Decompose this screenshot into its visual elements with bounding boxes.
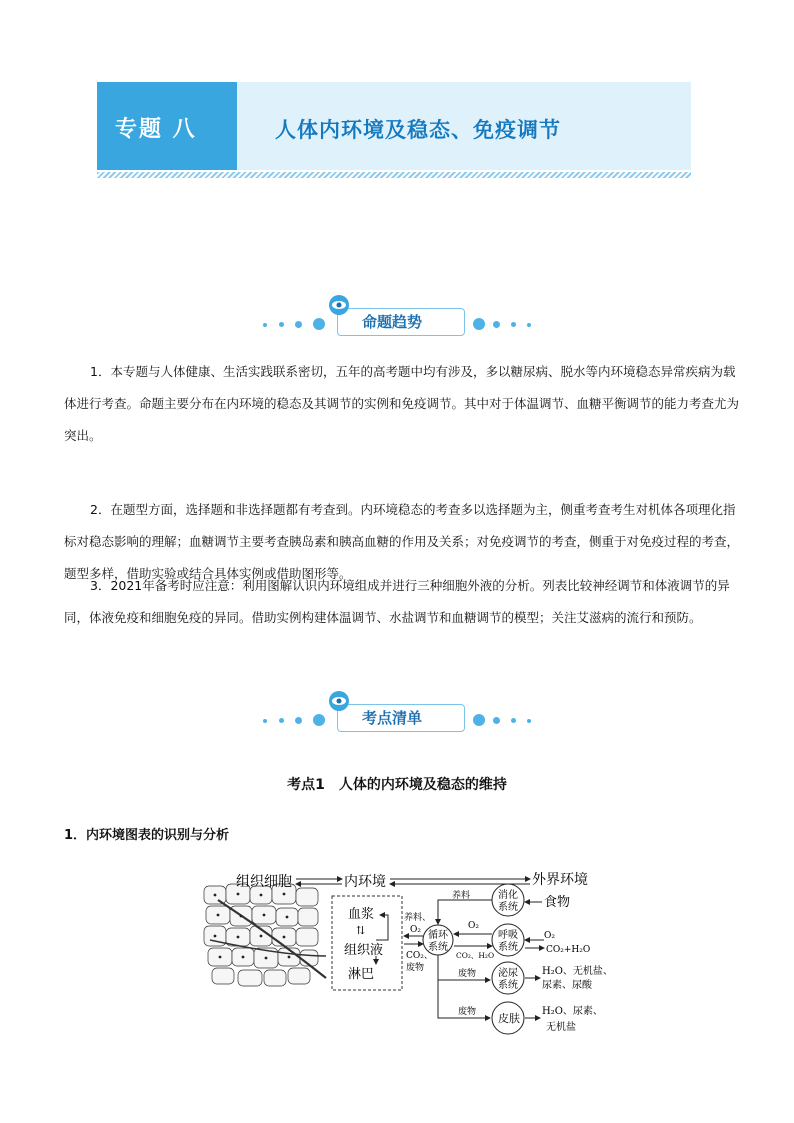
label-co2-waste-2: 废物 [406,963,425,973]
decor-dots-right [467,716,547,726]
label-tissue-fluid: 组织液 [344,943,384,958]
chapter-banner [97,82,691,170]
label-digestion-1: 消化 [498,890,518,901]
eye-icon [325,690,353,712]
chapter-title: 人体内环境及稳态、免疫调节 [275,118,561,142]
paragraph-3 [64,570,744,634]
label-waste-1: 废物 [458,969,477,979]
label-urine-out-2: 尿素、尿酸 [542,980,592,991]
section-label-box [337,308,465,336]
label-co2-h2o-out: CO₂+H₂O [546,945,591,955]
label-co2-h2o: CO₂、H₂O [456,951,495,960]
label-external-env: 外界环境 [532,872,588,888]
label-urine-out-1: H₂O、无机盐、 [542,966,613,977]
kaodian-title: 考点1 人体的内环境及稳态的维持 [287,777,507,793]
internal-environment-diagram [198,860,622,1042]
chapter-number-block [97,82,237,170]
label-lymph: 淋巴 [348,967,375,982]
section-label-box [337,704,465,732]
decor-dots-left [255,716,335,726]
paragraph-text: 3．2021年备考时应注意：利用图解认识内环境组成并进行三种细胞外液的分析。列表比较神经调节和体液调节的异同，体液免疫和细胞免疫的异同。借助实例构建体温调节、水盐调节和血糖调节的模型；关注艾滋病的流行和预防。 [64,578,730,625]
label-tissue-cell: 组织细胞 [236,874,292,890]
label-skin-out-1: H₂O、尿素、 [542,1006,603,1017]
section-label: 命题趋势 [362,313,423,331]
label-nutrients-o2-1: 养料、 [404,913,432,923]
chapter-number: 专题 八 [115,117,197,142]
label-skin-out-2: 无机盐 [546,1022,576,1033]
label-urinary-1: 泌尿 [498,968,518,979]
label-urinary-2: 系统 [498,980,518,991]
label-nutrients-o2-2: O₂ [410,925,421,935]
label-co2-waste-1: CO₂、 [406,951,433,961]
paragraph-text: 1．本专题与人体健康、生活实践联系密切，五年的高考题中均有涉及，多以糖尿病、脱水等内环境稳态异常疾病为载体进行考查。命题主要分布在内环境的稳态及其调节的实例和免疫调节。其中对于体温调节、血糖平衡调节的能力考查尤为突出。 [64,364,740,443]
label-circulation-1: 循环 [428,930,448,941]
banner-underline [97,172,691,178]
decor-dots-left [255,320,335,330]
section-header-trend [255,294,545,334]
label-nutrients: 养料 [452,891,471,901]
section-label: 考点清单 [362,709,423,727]
label-circulation-2: 系统 [428,942,448,953]
label-food: 食物 [544,895,571,910]
subsection-title: 1．内环境图表的识别与分析 [64,828,230,843]
label-waste-2: 废物 [458,1007,477,1017]
label-o2-in: O₂ [544,931,555,941]
label-respiration-1: 呼吸 [498,930,518,941]
label-internal-env: 内环境 [344,874,386,890]
section-header-points [255,690,545,730]
paragraph-text: 2．在题型方面，选择题和非选择题都有考查到。内环境稳态的考查多以选择题为主，侧重考查考生对机体各项理化指标对稳态影响的理解；血糖调节主要考查胰岛素和胰高血糖的作用及关系；对免疫调节的考查，侧重于对免疫过程的考查，题型多样，借助实验或结合具体实例或借助图形等。 [64,502,740,581]
label-o2: O₂ [468,921,479,931]
eye-icon [325,294,353,316]
label-digestion-2: 系统 [498,902,518,913]
label-skin: 皮肤 [498,1012,520,1025]
label-respiration-2: 系统 [498,942,518,953]
tissue-cells-illustration [204,884,326,986]
svg-text:⇅: ⇅ [356,924,366,937]
chapter-title-block [237,82,691,170]
decor-dots-right [467,320,547,330]
paragraph-1 [64,356,744,452]
label-plasma: 血浆 [348,907,375,922]
